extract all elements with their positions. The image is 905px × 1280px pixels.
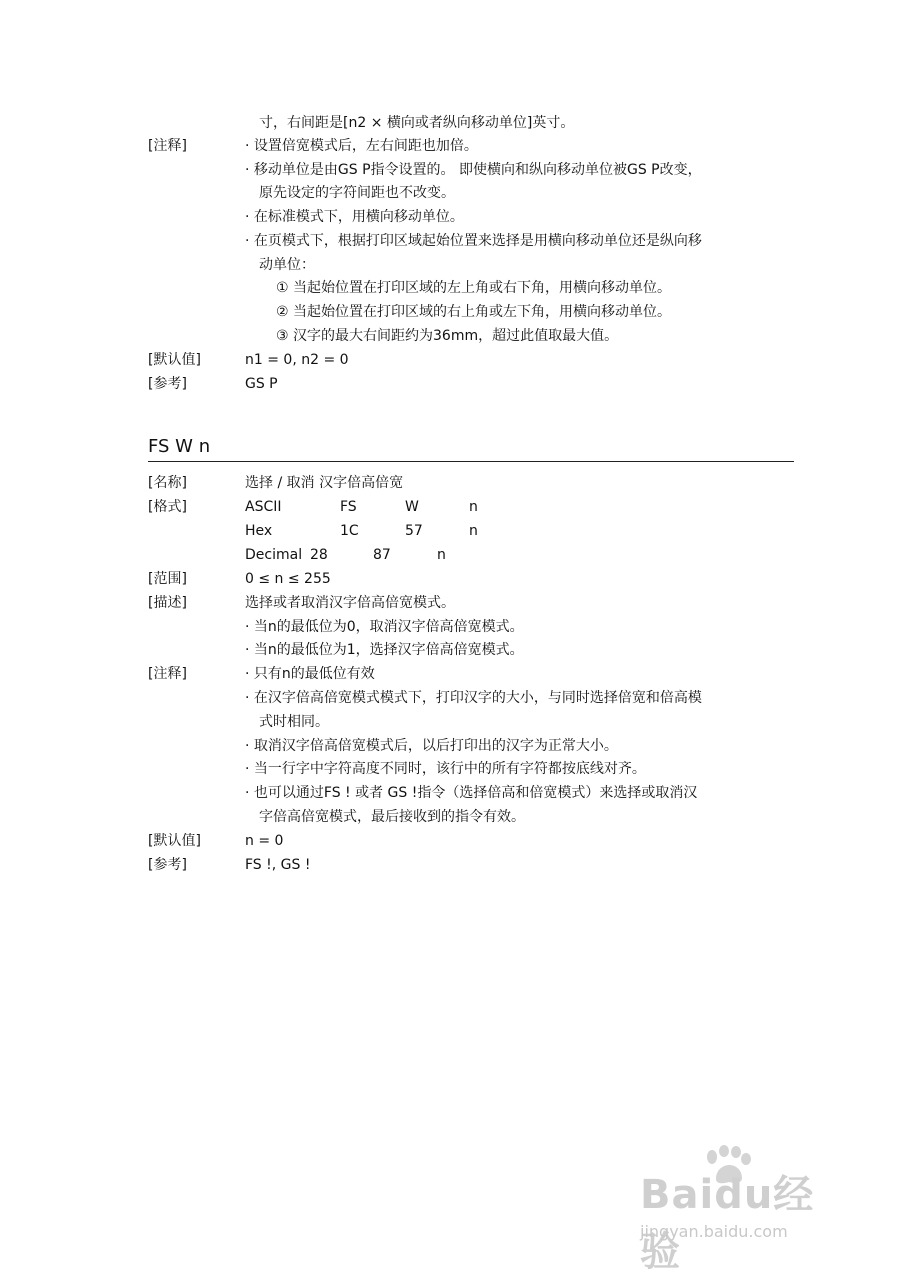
format-cell: 28 <box>310 547 328 563</box>
default-value: n1 = 0, n2 = 0 <box>245 352 349 368</box>
note-line: · 设置倍宽模式后，左右间距也加倍。 <box>245 138 478 154</box>
watermark-url: jingyan.baidu.com <box>640 1222 788 1241</box>
description-line: · 当n的最低位为0，取消汉字倍高倍宽模式。 <box>245 619 524 635</box>
note-line: · 在汉字倍高倍宽模式模式下，打印汉字的大小，与同时选择倍宽和倍高模 <box>245 690 702 706</box>
range-value: 0 ≤ n ≤ 255 <box>245 571 331 587</box>
note-line: · 当一行字中字符高度不同时，该行中的所有字符都按底线对齐。 <box>245 761 646 777</box>
default-value: n = 0 <box>245 833 284 849</box>
watermark-logo-text: Baidu经验 <box>640 1172 815 1275</box>
range-tag: [范围] <box>148 571 187 587</box>
name-value: 选择 / 取消 汉字倍高倍宽 <box>245 475 404 491</box>
reference-tag: [参考] <box>148 376 187 392</box>
heading-divider <box>148 461 794 462</box>
note-line: 式时相同。 <box>259 714 329 730</box>
format-tag: [格式] <box>148 499 187 515</box>
format-cell: n <box>469 523 478 539</box>
format-cell: Hex <box>245 523 273 539</box>
format-cell: 87 <box>373 547 391 563</box>
note-line: 动单位： <box>259 257 315 273</box>
sub-note-line: ① 当起始位置在打印区域的左上角或右下角，用横向移动单位。 <box>276 280 671 296</box>
note-line: · 在页模式下，根据打印区域起始位置来选择是用横向移动单位还是纵向移 <box>245 233 702 249</box>
reference-value: FS !, GS ! <box>245 857 311 873</box>
format-cell: ASCII <box>245 499 282 515</box>
format-cell: 57 <box>405 523 423 539</box>
format-cell: FS <box>340 499 357 515</box>
note-line: 原先设定的字符间距也不改变。 <box>259 185 455 201</box>
continuation-text: 寸，右间距是[n2 × 横向或者纵向移动单位]英寸。 <box>259 115 575 131</box>
reference-value: GS P <box>245 376 278 392</box>
format-cell: Decimal <box>245 547 303 563</box>
notes-tag: [注释] <box>148 666 187 682</box>
note-line: 字倍高倍宽模式，最后接收到的指令有效。 <box>259 809 525 825</box>
default-tag: [默认值] <box>148 352 201 368</box>
default-tag: [默认值] <box>148 833 201 849</box>
reference-tag: [参考] <box>148 857 187 873</box>
format-cell: W <box>405 499 419 515</box>
note-line: · 在标准模式下，用横向移动单位。 <box>245 209 464 225</box>
name-tag: [名称] <box>148 475 187 491</box>
note-line: · 取消汉字倍高倍宽模式后，以后打印出的汉字为正常大小。 <box>245 738 618 754</box>
description-line: · 当n的最低位为1，选择汉字倍高倍宽模式。 <box>245 642 524 658</box>
sub-note-line: ③ 汉字的最大右间距约为36mm，超过此值取最大值。 <box>276 328 619 344</box>
format-cell: n <box>437 547 446 563</box>
baidu-watermark <box>640 1145 845 1275</box>
note-line: · 移动单位是由GS P指令设置的。 即使横向和纵向移动单位被GS P改变， <box>245 162 702 178</box>
note-line: · 也可以通过FS ! 或者 GS !指令（选择倍高和倍宽模式）来选择或取消汉 <box>245 785 698 801</box>
command-title: FS W n <box>148 436 211 457</box>
sub-note-line: ② 当起始位置在打印区域的右上角或左下角，用横向移动单位。 <box>276 304 671 320</box>
note-line: · 只有n的最低位有效 <box>245 666 375 682</box>
format-cell: 1C <box>340 523 359 539</box>
description-line: 选择或者取消汉字倍高倍宽模式。 <box>245 595 455 611</box>
description-tag: [描述] <box>148 595 187 611</box>
notes-tag: [注释] <box>148 138 187 154</box>
format-cell: n <box>469 499 478 515</box>
